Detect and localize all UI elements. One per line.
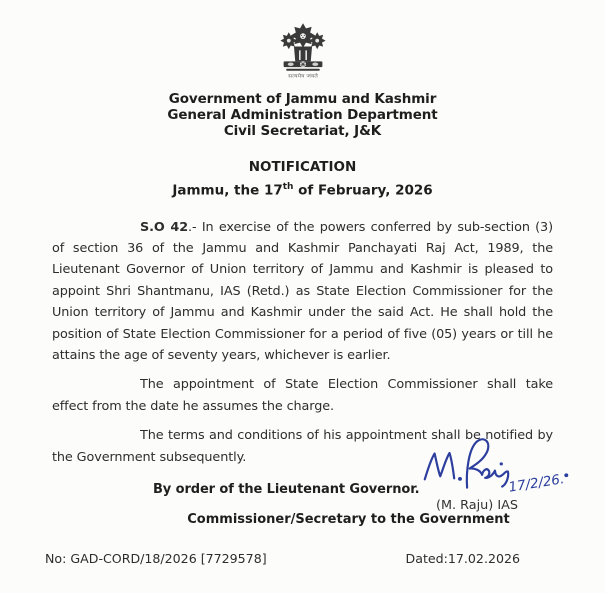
so-number: S.O 42 — [140, 219, 188, 235]
date-suffix: of February, 2026 — [293, 182, 433, 199]
header-line-department: General Administration Department — [167, 107, 438, 123]
paragraph-appointment — [52, 217, 553, 367]
footer-date: Dated:17.02.2026 — [405, 551, 520, 566]
date-ordinal: th — [282, 182, 294, 192]
header-line-government: Government of Jammu and Kashmir — [168, 91, 437, 107]
notification-place-date — [0, 177, 605, 201]
by-order-line: By order of the Lieutenant Governor. — [153, 481, 420, 497]
handwritten-signature-icon — [417, 436, 575, 500]
header-line-secretariat: Civil Secretariat, J&K — [223, 123, 382, 139]
emblem-motto: सत्यमेव जयते — [287, 74, 312, 80]
india-national-emblem-icon — [264, 20, 342, 82]
signature-block — [407, 436, 585, 513]
notification-title: NOTIFICATION — [248, 159, 357, 175]
date-prefix: Jammu, the 17 — [172, 182, 283, 199]
paragraph-terms: The terms and conditions of his appointment shall be notified by the Government subsequently. — [52, 428, 553, 465]
paragraph-appointment-text: .- In exercise of the powers conferred by sub-section (3) of section 36 of the Jammu and Kashmir Panchayati Raj Act, 1989, the Lieutenant Governor of Union territory of Jammu and Kashmir is pleased to appoint Shri Shantmanu, IAS (Retd.) as State Election Commissioner for the Union territory of Jammu and Kashmir under the said Act. He shall hold the position of State Election Commissioner for a period of five (05) years or till he attains the age of seventy years, whichever is earlier. — [52, 219, 553, 363]
handwritten-date: 17/2/26. — [507, 472, 566, 496]
emblem-block — [0, 0, 605, 86]
signatory-name: (M. Raju) IAS — [436, 498, 518, 513]
government-header — [0, 91, 605, 139]
signatory-designation: Commissioner/Secretary to the Government — [187, 512, 510, 527]
file-number: No: GAD-CORD/18/2026 [7729578] — [45, 551, 267, 566]
paragraph-effect: The appointment of State Election Commissioner shall take effect from the date he assumes the charge. — [52, 377, 553, 414]
document-footer — [45, 551, 520, 566]
